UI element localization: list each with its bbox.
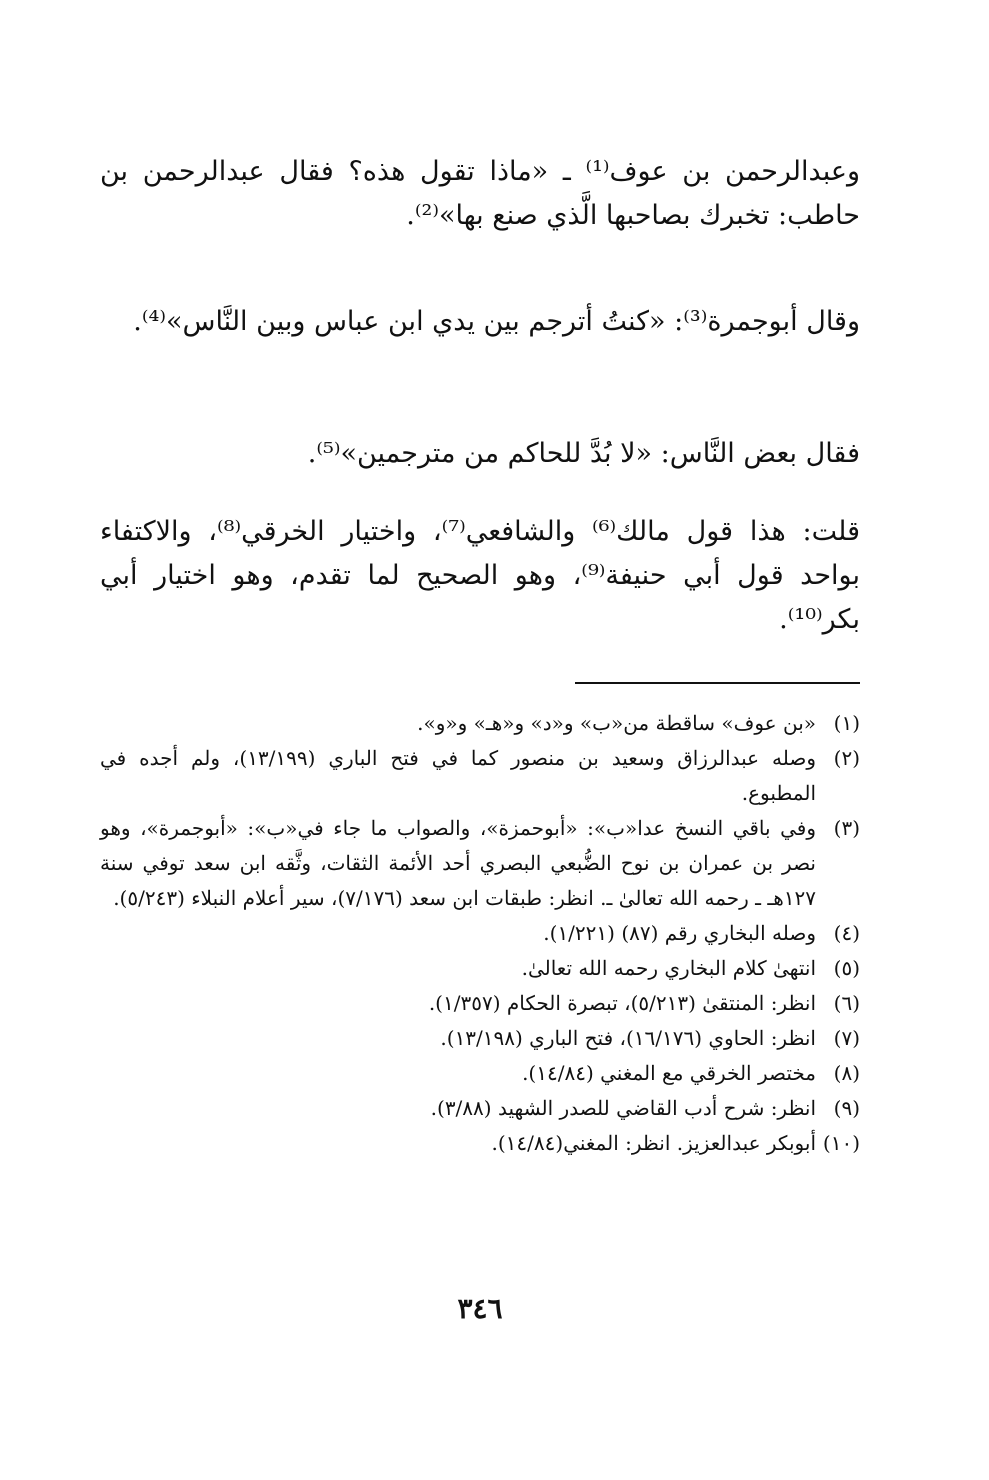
footnote-3: [100, 811, 860, 916]
book-page: [100, 150, 860, 1450]
footnote-5: [100, 951, 860, 986]
footnote-text: انظر: الحاوي (١٦/١٧٦)، فتح الباري (١٣/١٩٨).: [440, 1026, 816, 1050]
paragraph-2: وقال أبوجمرة⁽³⁾: «كنتُ أترجم بين يدي ابن عباس وبين النَّاس»⁽⁴⁾.: [133, 306, 860, 337]
footnote-9: [100, 1091, 860, 1126]
footnote-4: [100, 916, 860, 951]
footnote-8: [100, 1056, 860, 1091]
footnote-text: وفي باقي النسخ عدا«ب»: «أبوحمزة»، والصواب ما جاء في«ب»: «أبوجمرة»، وهو نصر بن عمران بن نوح الضُّبعي البصري أحد الأئمة الثقات، وثَّقه ابن سعد توفي سنة ١٢٧هـ ـ رحمه الله تعالىٰ ـ. انظر: طبقات ابن سعد (٧/١٧٦)، سير أعلام النبلاء (٥/٢٤٣).: [100, 816, 816, 910]
footnote-number: (٧): [833, 1026, 860, 1050]
footnote-text: «بن عوف» ساقطة من«ب» و«د» و«هـ» و«و».: [417, 711, 816, 735]
footnote-text: أبوبكر عبدالعزيز. انظر: المغني(١٤/٨٤).: [491, 1131, 816, 1155]
paragraph-1: وعبدالرحمن بن عوف⁽¹⁾ ـ «ماذا تقول هذه؟ فقال عبدالرحمن بن حاطب: تخبرك بصاحبها الَّذي صنع بها»⁽²⁾.: [100, 156, 860, 231]
footnote-separator: [575, 682, 860, 684]
footnote-10: [100, 1126, 860, 1161]
footnote-number: (٢): [833, 746, 860, 770]
footnote-number: (١): [833, 711, 860, 735]
footnote-text: انتهىٰ كلام البخاري رحمه الله تعالىٰ.: [521, 956, 816, 980]
footnote-number: (٤): [833, 921, 860, 945]
paragraph-4: قلت: هذا قول مالك⁽⁶⁾ والشافعي⁽⁷⁾، واختيار الخرقي⁽⁸⁾، والاكتفاء بواحد قول أبي حنيفة⁽⁹⁾، وهو الصحيح لما تقدم، وهو اختيار أبي بكر⁽¹⁰⁾.: [100, 516, 860, 635]
footnote-text: وصله البخاري رقم (٨٧) (١/٢٢١).: [543, 921, 816, 945]
footnotes: [100, 706, 860, 1161]
footnote-6: [100, 986, 860, 1021]
paragraph-3: فقال بعض النَّاس: «لا بُدَّ للحاكم من مترجمين»⁽⁵⁾.: [307, 438, 860, 469]
footnote-7: [100, 1021, 860, 1056]
footnote-number: (٥): [833, 956, 860, 980]
footnote-number: (٣): [833, 816, 860, 840]
footnote-number: (٦): [833, 991, 860, 1015]
footnote-number: (٩): [833, 1096, 860, 1120]
footnote-text: انظر: المنتقىٰ (٥/٢١٣)، تبصرة الحكام (١/٣٥٧).: [428, 991, 816, 1015]
footnote-2: [100, 741, 860, 811]
footnote-text: انظر: شرح أدب القاضي للصدر الشهيد (٣/٨٨).: [430, 1096, 816, 1120]
page-number: ٣٤٦: [457, 1292, 503, 1325]
footnote-text: مختصر الخرقي مع المغني (١٤/٨٤).: [522, 1061, 816, 1085]
footnote-text: وصله عبدالرزاق وسعيد بن منصور كما في فتح الباري (١٣/١٩٩)، ولم أجده في المطبوع.: [100, 746, 816, 805]
footnote-number: (٨): [833, 1061, 860, 1085]
footnote-1: [100, 706, 860, 741]
footnote-number: (١٠): [822, 1131, 860, 1155]
